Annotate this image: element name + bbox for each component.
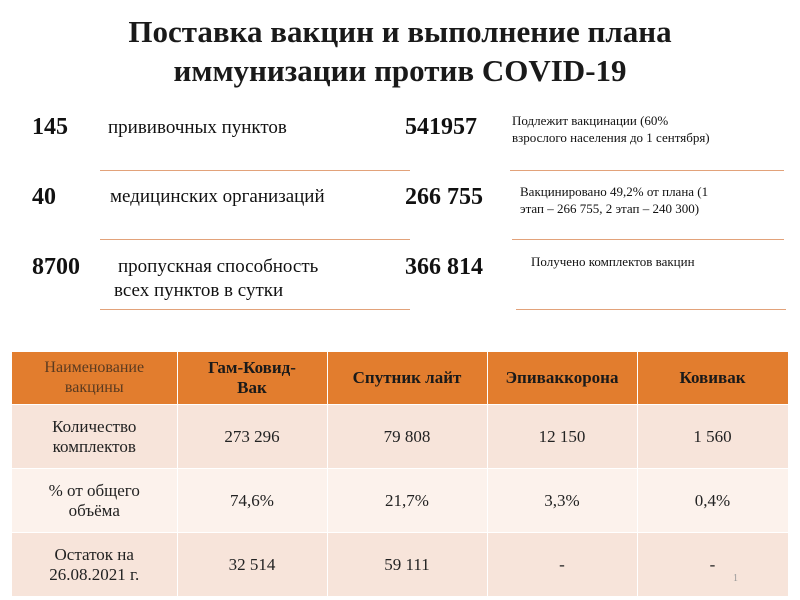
table-row	[12, 469, 788, 533]
stat-points-label: прививочных пунктов	[108, 117, 287, 138]
table-row	[12, 533, 788, 597]
header-vaccine-name: Наименование вакцины	[12, 352, 177, 405]
stat-received-note: Получено комплектов вакцин	[531, 254, 695, 269]
table-row	[12, 405, 788, 469]
table-cell: 12 150	[487, 405, 637, 469]
divider-line	[100, 170, 410, 171]
header-kovivak: Ковивак	[637, 352, 788, 405]
divider-line	[512, 239, 784, 240]
table-cell: 79 808	[327, 405, 487, 469]
stat-capacity-label-line1: пропускная способность	[118, 256, 319, 277]
table-header-row	[12, 352, 788, 405]
stat-received-number: 366 814	[405, 254, 483, 280]
title-line-2: иммунизации против COVID-19	[173, 53, 627, 88]
table-cell: 59 111	[327, 533, 487, 597]
stat-points-number: 145	[32, 114, 68, 140]
row-label: Остаток на 26.08.2021 г.	[12, 533, 177, 597]
header-gam-covid-vac: Гам-Ковид- Вак	[177, 352, 327, 405]
stat-capacity-number: 8700	[32, 254, 80, 280]
slide-title	[20, 12, 780, 90]
stat-orgs-label: медицинских организаций	[110, 186, 325, 207]
divider-line	[100, 309, 410, 310]
stat-eligible-note-line2: взрослого населения до 1 сентября)	[512, 130, 710, 145]
stat-orgs-number: 40	[32, 184, 56, 210]
stat-vaccinated-number: 266 755	[405, 184, 483, 210]
stat-capacity-label-line2: всех пунктов в сутки	[114, 280, 284, 301]
table-cell: 74,6%	[177, 469, 327, 533]
row-label: % от общего объёма	[12, 469, 177, 533]
divider-line	[516, 309, 786, 310]
table-cell: 273 296	[177, 405, 327, 469]
stat-eligible-number: 541957	[405, 114, 477, 140]
table-cell: 0,4%	[637, 469, 788, 533]
table-cell: -	[487, 533, 637, 597]
stat-vaccinated-note-line1: Вакцинировано 49,2% от плана (1	[520, 184, 709, 199]
header-sputnik-light: Спутник лайт	[327, 352, 487, 405]
divider-line	[510, 170, 784, 171]
title-line-1: Поставка вакцин и выполнение плана	[128, 14, 672, 49]
stat-vaccinated-note-line2: этап – 266 755, 2 этап – 240 300)	[520, 201, 700, 216]
row-label: Количество комплектов	[12, 405, 177, 469]
table-cell: -	[637, 533, 788, 597]
vaccine-table	[12, 352, 789, 596]
header-epivaccorona: Эпиваккорона	[487, 352, 637, 405]
stat-eligible-note-line1: Подлежит вакцинации (60%	[512, 113, 669, 128]
table-cell: 1 560	[637, 405, 788, 469]
table-cell: 32 514	[177, 533, 327, 597]
divider-line	[100, 239, 410, 240]
table-cell: 21,7%	[327, 469, 487, 533]
page-number: 1	[733, 573, 738, 584]
table-cell: 3,3%	[487, 469, 637, 533]
